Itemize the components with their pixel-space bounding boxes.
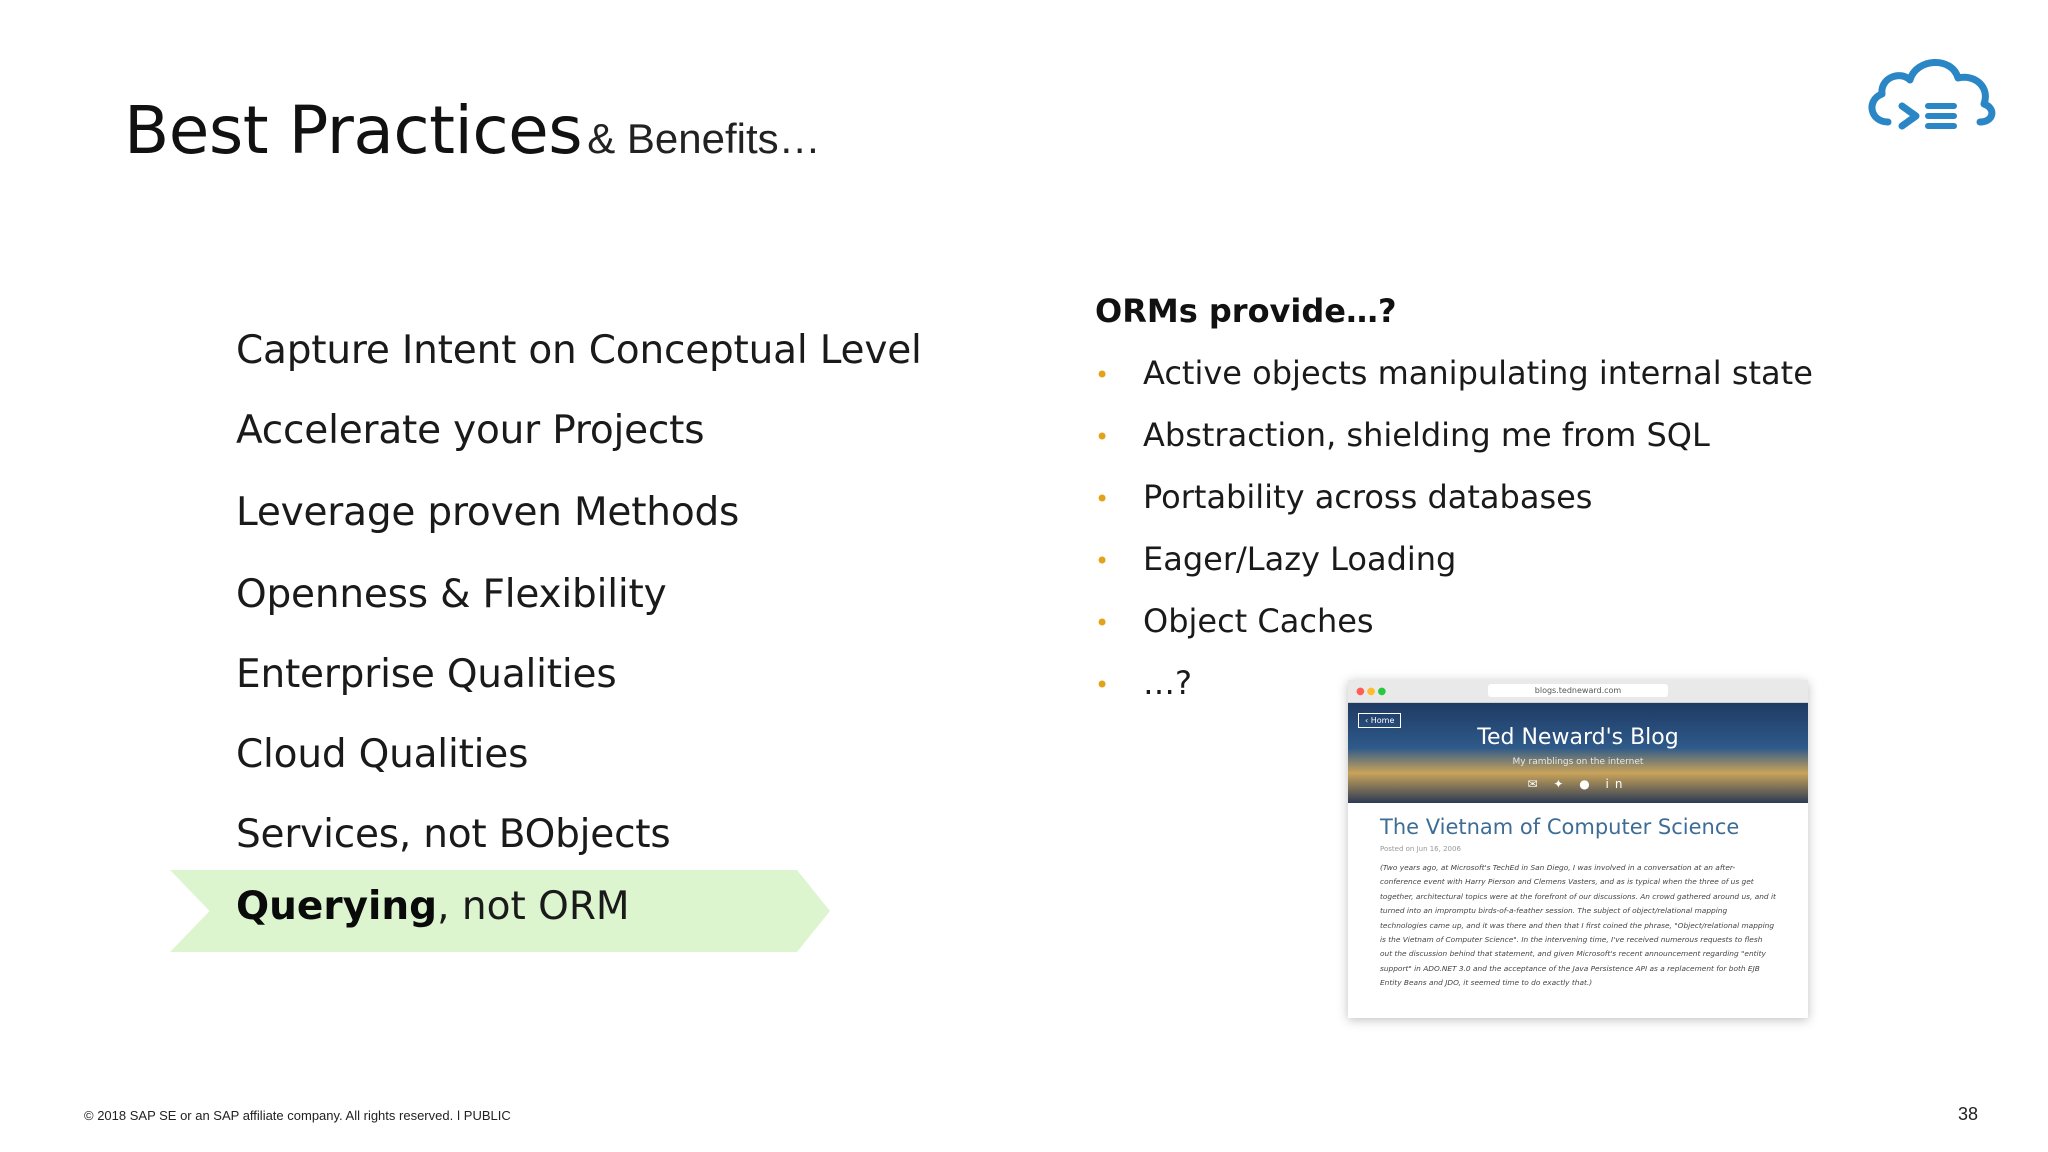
bullet-text: Eager/Lazy Loading — [1143, 540, 1457, 578]
window-controls-icon: ●●● — [1356, 686, 1389, 697]
bullet-text: Portability across databases — [1143, 478, 1593, 516]
slide-title — [124, 92, 821, 169]
orm-bullet-item — [1095, 478, 1592, 516]
blog-title: Ted Neward's Blog — [1477, 725, 1679, 750]
post-title: The Vietnam of Computer Science — [1380, 815, 1740, 839]
benefit-item: Enterprise Qualities — [236, 652, 617, 697]
cloud-code-logo-icon — [1860, 48, 2010, 148]
highlighted-benefit — [236, 884, 630, 929]
bullet-text: Active objects manipulating internal state — [1143, 354, 1813, 392]
highlight-bold-text: Querying — [236, 884, 438, 929]
blog-post — [1348, 803, 1808, 1003]
blog-banner — [1348, 703, 1808, 803]
bullet-icon: • — [1095, 609, 1110, 637]
bullet-text: …? — [1143, 664, 1192, 702]
social-icons: ✉ ✦ ● in — [1527, 777, 1629, 791]
highlight-rest-text: , not ORM — [437, 884, 630, 929]
browser-chrome — [1348, 680, 1808, 703]
bullet-text: Abstraction, shielding me from SQL — [1143, 416, 1710, 454]
post-body: (Two years ago, at Microsoft's TechEd in San Diego, I was involved in a conversation at an after-conference event with Harry Pierson and Clemens Vasters, and as is typical when the three of us get together, architectural topics were at the forefront of our discussions. An crowd gathered around us, and it turned into an impromptu birds-of-a-feather session. The subject of object/relational mapping technologies came up, and it was there and then that I first coined the phrase, "Object/relational mapping is the Vietnam of Computer Science". In the intervening time, I've received numerous requests to flesh out the discussion behind that statement, and given Microsoft's recent announcement regarding "entity support" in ADO.NET 3.0 and the acceptance of the Java Persistence API as a replacement for both EJB Entity Beans and JDO, it seemed time to do exactly that.) — [1380, 863, 1776, 988]
blog-screenshot — [1348, 680, 1808, 1018]
bullet-icon: • — [1095, 423, 1110, 451]
benefit-item: Cloud Qualities — [236, 732, 529, 777]
orm-bullet-item — [1095, 664, 1192, 702]
blog-subtitle: My ramblings on the internet — [1512, 757, 1644, 767]
bullet-icon: • — [1095, 485, 1110, 513]
benefit-item: Services, not BObjects — [236, 812, 671, 857]
address-bar: blogs.tedneward.com — [1488, 684, 1668, 697]
orm-bullet-item — [1095, 540, 1456, 578]
home-link: ‹ Home — [1358, 713, 1401, 728]
orm-bullet-item — [1095, 602, 1374, 640]
orm-heading: ORMs provide…? — [1095, 292, 1397, 330]
slide-title-sub: & Benefits… — [587, 115, 821, 162]
benefit-item: Accelerate your Projects — [236, 408, 705, 453]
bullet-text: Object Caches — [1143, 602, 1374, 640]
bullet-icon: • — [1095, 671, 1110, 699]
benefit-item: Leverage proven Methods — [236, 490, 740, 535]
page-number: 38 — [1958, 1104, 1979, 1124]
slide-title-main: Best Practices — [124, 92, 583, 169]
copyright-footer: © 2018 SAP SE or an SAP affiliate company. All rights reserved. ǀ PUBLIC — [84, 1108, 511, 1123]
post-date: Posted on Jun 16, 2006 — [1380, 845, 1461, 853]
benefit-item: Openness & Flexibility — [236, 572, 667, 617]
orm-bullet-item — [1095, 354, 1813, 392]
bullet-icon: • — [1095, 361, 1110, 389]
bullet-icon: • — [1095, 547, 1110, 575]
orm-bullet-item — [1095, 416, 1710, 454]
benefit-item: Capture Intent on Conceptual Level — [236, 328, 922, 373]
